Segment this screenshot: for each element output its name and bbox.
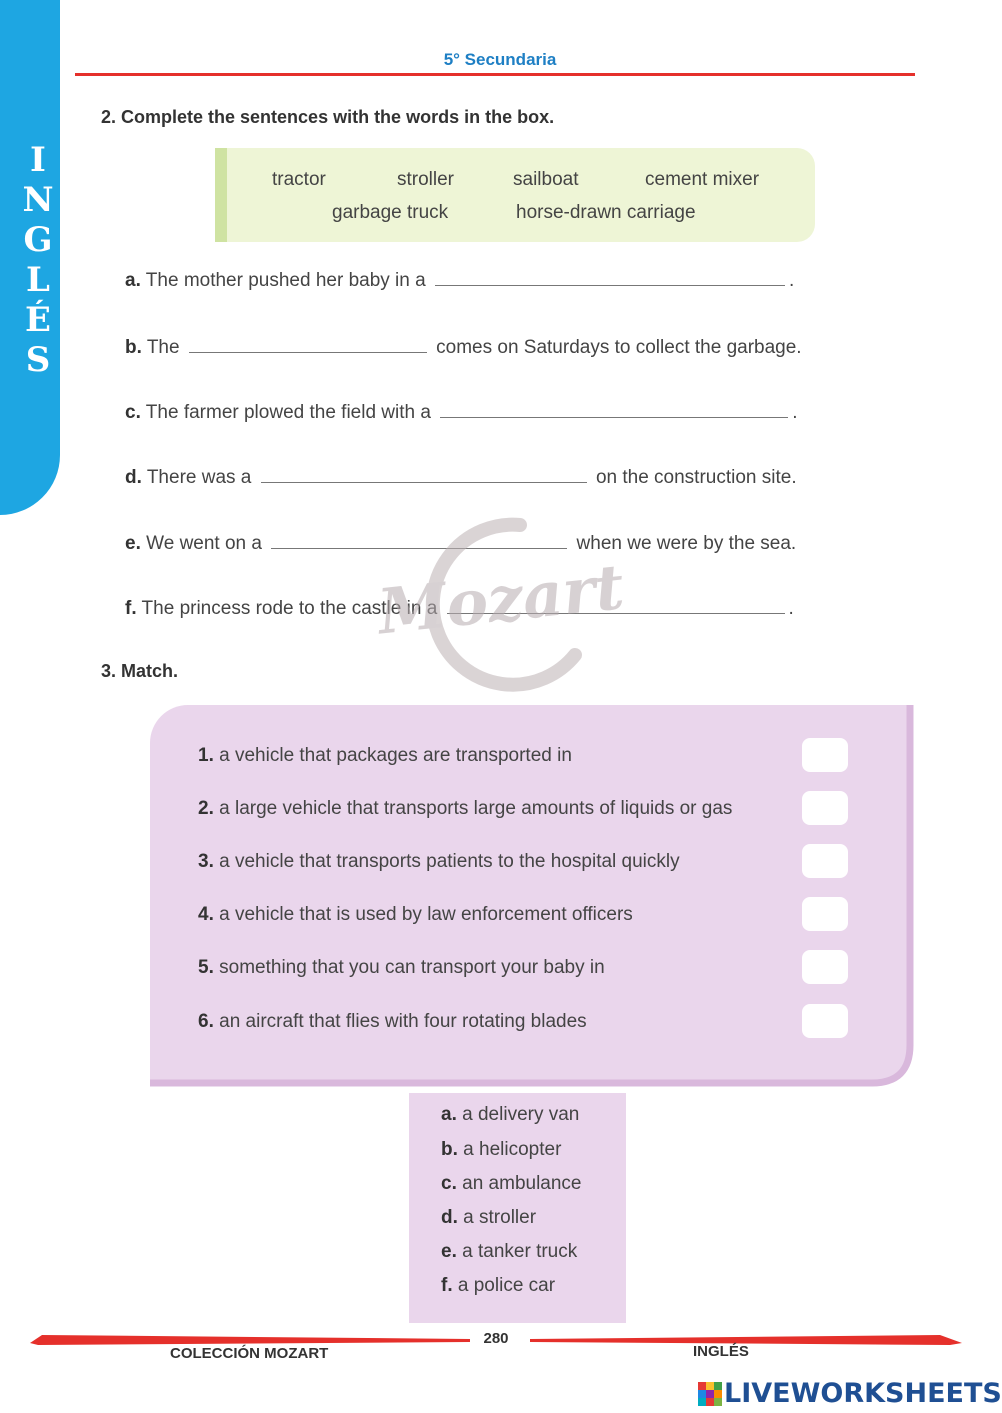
match-item bbox=[198, 798, 732, 820]
match-item-number: 2. bbox=[198, 798, 214, 819]
sentence-letter: b. bbox=[125, 337, 142, 358]
match-item bbox=[198, 904, 633, 926]
sentence-text: on the construction site. bbox=[595, 467, 797, 488]
watermark-text: Mozart bbox=[374, 550, 628, 649]
footer-collection: COLECCIÓN MOZART bbox=[170, 1345, 329, 1362]
header-divider bbox=[75, 73, 915, 76]
match-item-text: a vehicle that transports patients to the hospital quickly bbox=[219, 851, 680, 872]
match-item bbox=[198, 1011, 587, 1033]
answer-blank[interactable] bbox=[189, 351, 427, 353]
liveworksheets-text: LIVEWORKSHEETS bbox=[724, 1378, 1002, 1409]
match-answer-box[interactable] bbox=[802, 738, 848, 772]
match-item-number: 6. bbox=[198, 1011, 214, 1032]
sentence-c bbox=[125, 402, 798, 424]
word-box-item: garbage truck bbox=[332, 202, 449, 223]
side-tab-label bbox=[20, 140, 56, 380]
sentence-text: . bbox=[792, 402, 798, 423]
sentence-letter: e. bbox=[125, 533, 141, 554]
word-box-item: tractor bbox=[272, 169, 326, 190]
match-item-text: something that you can transport your baby in bbox=[219, 957, 605, 978]
option-letter: c. bbox=[441, 1173, 457, 1194]
option-letter: f. bbox=[441, 1275, 453, 1296]
word-box-item: horse-drawn carriage bbox=[516, 202, 696, 223]
match-answer-box[interactable] bbox=[802, 791, 848, 825]
match-answer-box[interactable] bbox=[802, 950, 848, 984]
match-option bbox=[441, 1241, 577, 1263]
option-text: a police car bbox=[457, 1275, 556, 1296]
match-answer-box[interactable] bbox=[802, 844, 848, 878]
option-text: a stroller bbox=[463, 1207, 537, 1228]
sentence-text: The princess rode to the castle in a bbox=[141, 598, 438, 619]
match-item-text: a vehicle that is used by law enforcement officers bbox=[219, 904, 633, 925]
option-text: a helicopter bbox=[463, 1139, 562, 1160]
match-item-number: 3. bbox=[198, 851, 214, 872]
option-text: an ambulance bbox=[462, 1173, 582, 1194]
side-letter: I bbox=[30, 140, 46, 180]
page-number: 280 bbox=[483, 1330, 509, 1347]
match-item-text: a large vehicle that transports large amounts of liquids or gas bbox=[219, 798, 733, 819]
word-box-item: sailboat bbox=[513, 169, 579, 190]
match-item-number: 1. bbox=[198, 745, 214, 766]
sentence-text: when we were by the sea. bbox=[576, 533, 797, 554]
footer-subject: INGLÉS bbox=[693, 1343, 749, 1360]
option-letter: a. bbox=[441, 1104, 457, 1125]
match-option bbox=[441, 1207, 536, 1229]
sentence-text: . bbox=[788, 270, 795, 291]
side-letter: L bbox=[26, 260, 50, 300]
sentence-text: We went on a bbox=[146, 533, 262, 554]
sentence-text: The farmer plowed the field with a bbox=[145, 402, 431, 423]
liveworksheets-logo bbox=[698, 1378, 1002, 1409]
answer-blank[interactable] bbox=[440, 416, 788, 418]
word-box-item: cement mixer bbox=[645, 169, 760, 190]
sentence-text: comes on Saturdays to collect the garbage. bbox=[436, 337, 802, 358]
word-box bbox=[215, 148, 815, 242]
side-letter: N bbox=[22, 180, 54, 220]
match-answer-box[interactable] bbox=[802, 1004, 848, 1038]
sentence-text: The bbox=[146, 337, 180, 358]
mozart-watermark bbox=[370, 505, 628, 700]
sentence-letter: d. bbox=[125, 467, 142, 488]
option-letter: b. bbox=[441, 1139, 458, 1160]
sentence-b bbox=[125, 337, 802, 359]
match-item-text: a vehicle that packages are transported in bbox=[219, 745, 572, 766]
option-letter: e. bbox=[441, 1241, 457, 1262]
sentence-letter: c. bbox=[125, 402, 141, 423]
answer-blank[interactable] bbox=[435, 284, 785, 286]
exercise-3-title: 3. Match. bbox=[101, 661, 179, 681]
match-item-number: 5. bbox=[198, 957, 214, 978]
exercise-2-title: 2. Complete the sentences with the words in the box. bbox=[101, 107, 555, 127]
sentence-a bbox=[125, 270, 794, 292]
option-text: a delivery van bbox=[462, 1104, 580, 1125]
side-letter: É bbox=[25, 300, 51, 340]
match-option bbox=[441, 1139, 561, 1161]
sentence-d bbox=[125, 467, 797, 489]
options-box-wavy-edge bbox=[409, 1312, 626, 1326]
word-box-item: stroller bbox=[397, 169, 455, 190]
match-item-number: 4. bbox=[198, 904, 214, 925]
match-option bbox=[441, 1104, 579, 1126]
answer-blank[interactable] bbox=[261, 481, 587, 483]
side-letter: S bbox=[25, 340, 51, 380]
match-item bbox=[198, 851, 680, 873]
match-answer-box[interactable] bbox=[802, 897, 848, 931]
page-header: 5° Secundaria bbox=[443, 50, 557, 69]
sentence-letter: f. bbox=[125, 598, 137, 619]
side-letter: G bbox=[23, 220, 53, 260]
match-item bbox=[198, 745, 572, 767]
liveworksheets-grid-icon bbox=[698, 1382, 722, 1406]
match-item-text: an aircraft that flies with four rotating blades bbox=[219, 1011, 587, 1032]
sentence-text: There was a bbox=[146, 467, 252, 488]
sentence-letter: a. bbox=[125, 270, 141, 291]
sentence-text: . bbox=[788, 598, 794, 619]
match-item bbox=[198, 957, 605, 979]
option-letter: d. bbox=[441, 1207, 458, 1228]
sentence-text: The mother pushed her baby in a bbox=[145, 270, 426, 291]
match-option bbox=[441, 1275, 555, 1297]
option-text: a tanker truck bbox=[462, 1241, 578, 1262]
match-option bbox=[441, 1173, 582, 1195]
